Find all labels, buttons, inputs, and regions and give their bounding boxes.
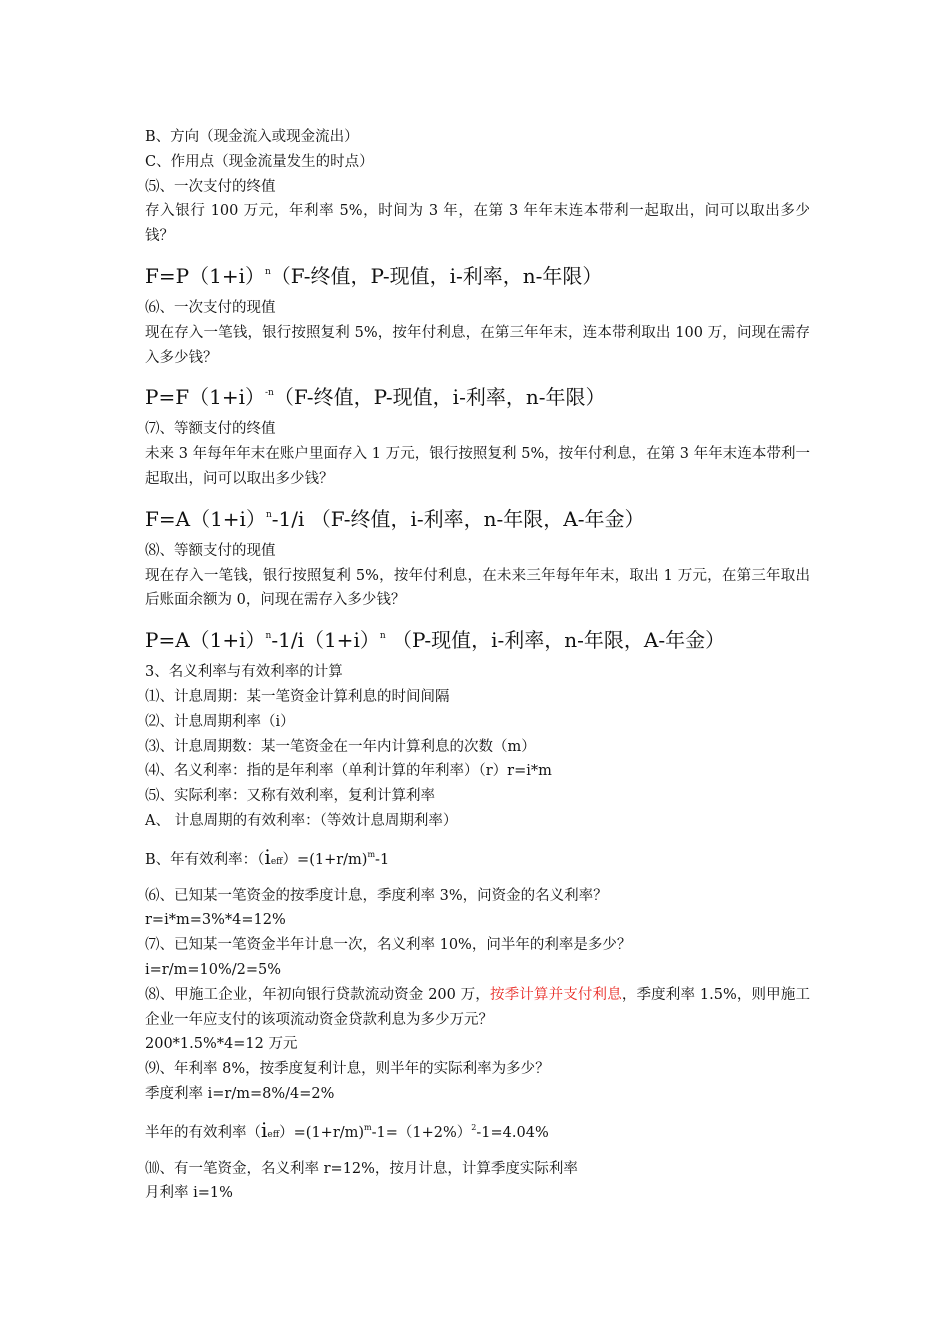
answer-line: 季度利率 i=r/m=8%/4=2% bbox=[145, 1085, 335, 1102]
formula-future-value: $F=P(1+i)^n(F-$终值，P-现值，i-利率，n-年限） bbox=[145, 263, 603, 288]
answer-line: 200*1.5%*4=12 万元 bbox=[145, 1036, 298, 1053]
formula-annuity-present-value: $P=A(1+i)^n-1/i(1+i)^n$ （P-现值，i-利率，n-年限，A-年金） bbox=[145, 628, 726, 653]
question-paragraph: 现在存入一笔钱，银行按照复利 5%，按年付利息，在未来三年每年年末，取出 1 万元，在第三年取出后账面余额为 0，问现在需存入多少钱？ bbox=[145, 567, 810, 609]
section-title: ⑹、一次支付的现值 bbox=[145, 299, 276, 316]
definition-line: ⑴、计息周期：某一笔资金计算利息的时间间隔 bbox=[145, 688, 450, 705]
highlighted-text: 按季计算并支付利息 bbox=[489, 986, 622, 1003]
heading: 3、名义利率与有效利率的计算 bbox=[145, 664, 343, 681]
question-paragraph: 现在存入一笔钱，银行按照复利 5%，按年付利息，在第三年年末，连本带利取出 100 万，问现在需存入多少钱？ bbox=[145, 324, 810, 366]
section-title: ⑸、一次支付的终值 bbox=[145, 178, 276, 195]
question-paragraph: 存入银行 100 万元，年利率 5%，时间为 3 年，在第 3 年年末连本带利一起取出，问可以取出多少钱？ bbox=[145, 203, 810, 245]
answer-line: 月利率 i=1% bbox=[145, 1185, 233, 1202]
section-title: ⑻、等额支付的现值 bbox=[145, 542, 276, 559]
definition-line: ⑵、计息周期利率（i） bbox=[145, 713, 295, 730]
question-line: ⑼、年利率 8%，按季度复利计息，则半年的实际利率为多少？ bbox=[145, 1061, 550, 1078]
half-year-effective-rate-formula: 半年的有效利率$(ieff)=(1+r/m)^m-1=(1+2\%)^2-1=4.04\%$ bbox=[145, 1117, 549, 1142]
document-page bbox=[145, 125, 810, 1206]
definition-line: ⑶、计息周期数：某一笔资金在一年内计算利息的次数（m） bbox=[145, 738, 536, 755]
question-line: ⑺、已知某一笔资金半年计息一次，名义利率 10%，问半年的利率是多少？ bbox=[145, 937, 632, 954]
question-line: ⑹、已知某一笔资金的按季度计息，季度利率 3%，问资金的名义利率？ bbox=[145, 887, 608, 904]
definition-line: ⑸、实际利率：又称有效利率，复利计算利率 bbox=[145, 788, 435, 805]
answer-line: i=r/m=10%/2=5% bbox=[145, 961, 281, 978]
formula-present-value: $P=F(1+i)^{-n}(F-$终值，P-现值，i-利率，n-年限） bbox=[145, 385, 606, 410]
annual-effective-rate-formula: B、年有效利率：$(ieff)=(1+r/m)^m-1$ bbox=[145, 844, 390, 869]
text-line: C、作用点（现金流量发生的时点） bbox=[145, 153, 374, 170]
text-line: B、方向（现金流入或现金流出） bbox=[145, 129, 359, 145]
definition-line: ⑷、名义利率：指的是年利率（单利计算的年利率）（r）r=i*m bbox=[145, 763, 552, 780]
question-line: ⑽、有一笔资金，名义利率 r=12%，按月计息，计算季度实际利率 bbox=[145, 1160, 578, 1177]
question-paragraph: ⑻、甲施工企业，年初向银行贷款流动资金 200 万，按季计算并支付利息，季度利率 1.5%，则甲施工企业一年应支付的该项流动资金贷款利息为多少万元？ bbox=[145, 986, 810, 1028]
formula-annuity-future-value: $F=A(1+i)^n-1/i$ （F-终值，i-利率，n-年限，A-年金） bbox=[145, 506, 645, 531]
definition-line: A、 计息周期的有效利率：（等效计息周期利率） bbox=[145, 812, 458, 829]
section-title: ⑺、等额支付的终值 bbox=[145, 421, 276, 438]
answer-line: r=i*m=3%*4=12% bbox=[145, 912, 286, 929]
question-paragraph: 未来 3 年每年年末在账户里面存入 1 万元，银行按照复利 5%，按年付利息，在第 3 年年末连本带利一起取出，问可以取出多少钱？ bbox=[145, 446, 810, 487]
